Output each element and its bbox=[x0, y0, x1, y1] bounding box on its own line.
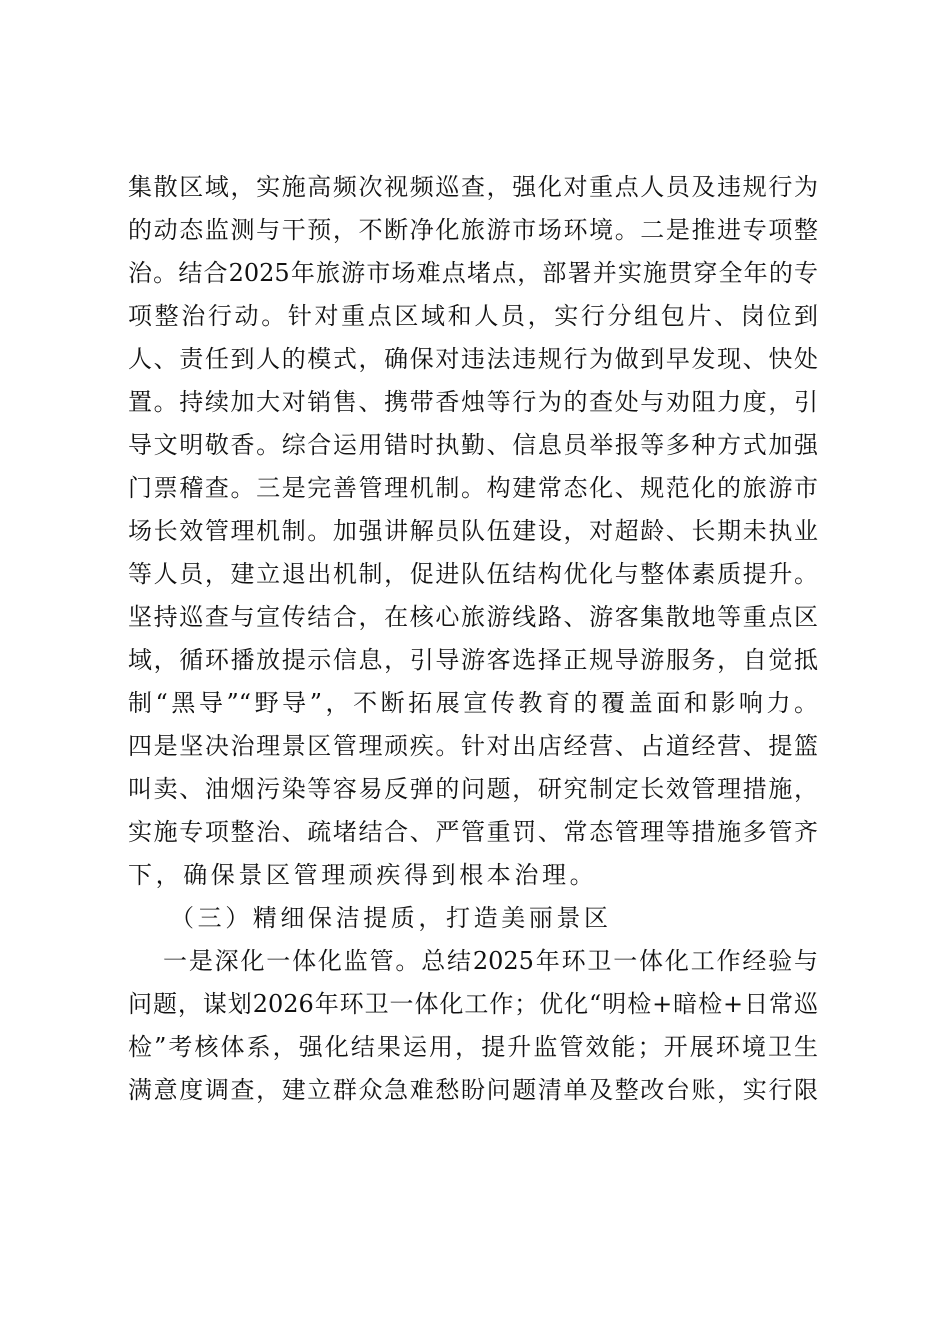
text-line: 一是深化一体化监管。总结2025年环卫一体化工作经验与 bbox=[163, 947, 818, 975]
text-line: 满意度调查，建立群众急难愁盼问题清单及整改台账，实行限 bbox=[128, 1076, 818, 1104]
text-line: 实施专项整治、疏堵结合、严管重罚、常态管理等措施多管齐 bbox=[128, 818, 818, 846]
document-body bbox=[128, 166, 818, 1112]
text-line: 治。结合2025年旅游市场难点堵点，部署并实施贯穿全年的专 bbox=[128, 259, 818, 287]
text-line: 检”考核体系，强化结果运用，提升监管效能；开展环境卫生 bbox=[128, 1033, 818, 1061]
text-line: 置。持续加大对销售、携带香烛等行为的查处与劝阻力度，引 bbox=[128, 388, 818, 416]
text-line: 四是坚决治理景区管理顽疾。针对出店经营、占道经营、提篮 bbox=[128, 732, 818, 760]
text-line: 域，循环播放提示信息，引导游客选择正规导游服务，自觉抵 bbox=[128, 646, 818, 674]
text-line: 下，确保景区管理顽疾得到根本治理。 bbox=[128, 861, 598, 889]
text-line: 导文明敬香。综合运用错时执勤、信息员举报等多种方式加强 bbox=[128, 431, 818, 459]
text-line: 场长效管理机制。加强讲解员队伍建设，对超龄、长期未执业 bbox=[128, 517, 818, 545]
paragraph-sanitation bbox=[128, 940, 818, 1112]
text-line: 叫卖、油烟污染等容易反弹的问题，研究制定长效管理措施， bbox=[128, 775, 818, 803]
text-line: 的动态监测与干预，不断净化旅游市场环境。二是推进专项整 bbox=[128, 216, 818, 244]
text-line: 坚持巡查与宣传结合，在核心旅游线路、游客集散地等重点区 bbox=[128, 603, 818, 631]
text-line: 门票稽查。三是完善管理机制。构建常态化、规范化的旅游市 bbox=[128, 474, 818, 502]
text-line: 集散区域，实施高频次视频巡查，强化对重点人员及违规行为 bbox=[128, 173, 818, 201]
section-heading: （三）精细保洁提质，打造美丽景区 bbox=[170, 904, 612, 932]
text-line: 等人员，建立退出机制，促进队伍结构优化与整体素质提升。 bbox=[128, 560, 818, 588]
text-line: 制“黑导”“野导”，不断拓展宣传教育的覆盖面和影响力。 bbox=[128, 689, 818, 717]
text-line: 人、责任到人的模式，确保对违法违规行为做到早发现、快处 bbox=[128, 345, 818, 373]
text-line: 项整治行动。针对重点区域和人员，实行分组包片、岗位到 bbox=[128, 302, 818, 330]
text-line: 问题，谋划2026年环卫一体化工作；优化“明检+暗检+日常巡 bbox=[128, 990, 818, 1018]
paragraph-market-regulation bbox=[128, 166, 818, 897]
